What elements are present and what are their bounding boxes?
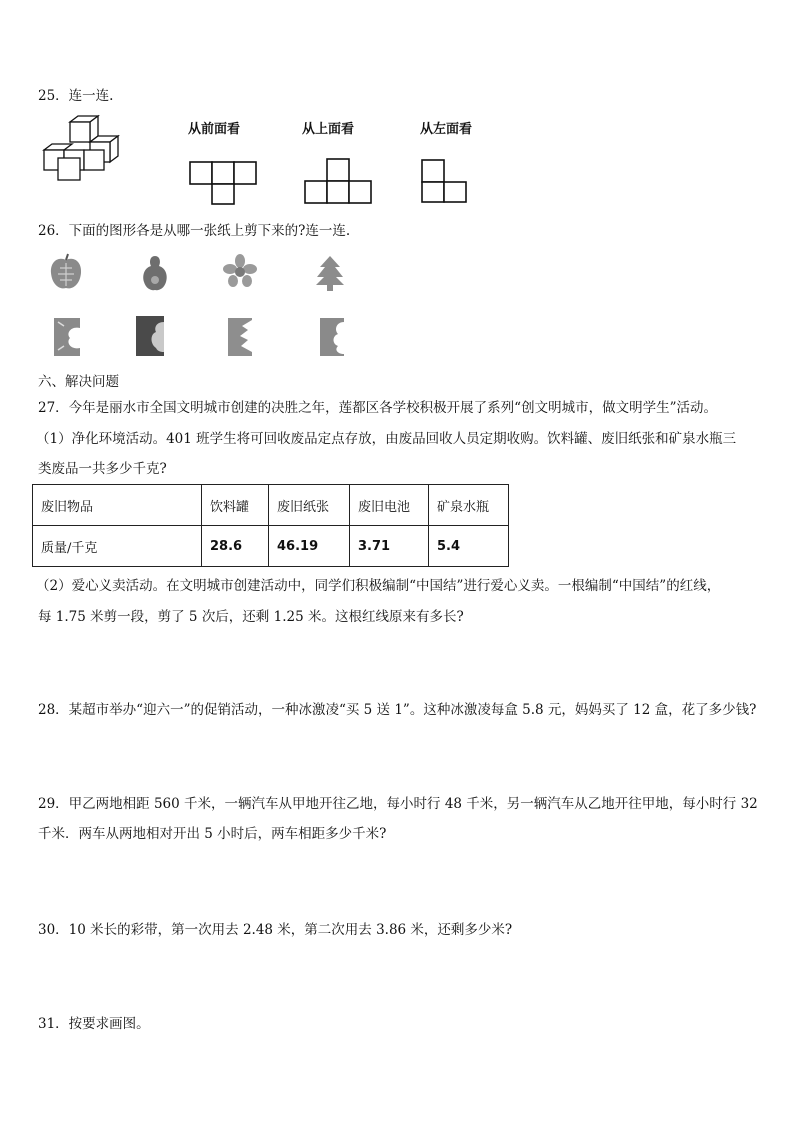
q26-title: 26．下面的图形各是从哪一张纸上剪下来的?连一连.: [38, 223, 351, 239]
table-row: [33, 526, 509, 567]
q29-line2: 千米．两车从两地相对开出 5 小时后，两车相距多少千米?: [38, 826, 387, 842]
q28-title: 28．某超市举办“迎六一”的促销活动，一种冰激凌“买 5 送 1”。这种冰激凌每盒 5.8 元，妈妈买了 12 盒，花了多少钱?: [38, 702, 757, 718]
table-row-label: 质量/千克: [33, 526, 202, 567]
table-cell: 3.71: [350, 526, 429, 567]
tree-icon: [314, 254, 346, 292]
gourd-icon: [140, 254, 170, 292]
table-header-cell: 饮料罐: [202, 485, 269, 526]
table-header-cell: 矿泉水瓶: [429, 485, 509, 526]
section6-title: 六、解决问题: [38, 374, 119, 390]
view-label-front: 从前面看: [188, 122, 241, 137]
table-header-cell: 废旧物品: [33, 485, 202, 526]
table-header-cell: 废旧电池: [350, 485, 429, 526]
left-view-figure: [420, 158, 472, 204]
q27-part1-line2: 类废品一共多少千克?: [38, 461, 167, 477]
folded-paper-3-icon: [226, 316, 256, 358]
table-cell: 28.6: [202, 526, 269, 567]
table-header-cell: 废旧纸张: [269, 485, 350, 526]
q25-title: 25．连一连.: [38, 88, 114, 104]
table-cell: 5.4: [429, 526, 509, 567]
cube-stack-figure: [42, 114, 132, 186]
table-cell: 46.19: [269, 526, 350, 567]
q27-part2-line1: （2）爱心义卖活动。在文明城市创建活动中，同学们积极编制“中国结”进行爱心义卖。一根编制“中国结”的红线，: [36, 578, 721, 594]
apple-icon: [48, 254, 84, 292]
q27-part2-line2: 每 1.75 米剪一段，剪了 5 次后，还剩 1.25 米。这根红线原来有多长?: [38, 609, 464, 625]
folded-paper-1-icon: [52, 316, 84, 358]
folded-paper-4-icon: [318, 316, 348, 358]
view-label-left: 从左面看: [420, 122, 473, 137]
recycling-table: [32, 484, 509, 567]
table-header-row: [33, 485, 509, 526]
flower-icon: [222, 254, 258, 288]
top-view-figure: [303, 157, 375, 205]
q30-title: 30．10 米长的彩带，第一次用去 2.48 米，第二次用去 3.86 米，还剩多少米?: [38, 922, 513, 938]
q27-title: 27．今年是丽水市全国文明城市创建的决胜之年，莲都区各学校积极开展了系列“创文明城市，做文明学生”活动。: [38, 400, 717, 416]
q27-part1-line1: （1）净化环境活动。401 班学生将可回收废品定点存放，由废品回收人员定期收购。饮料罐、废旧纸张和矿泉水瓶三: [36, 431, 737, 447]
q29-line1: 29．甲乙两地相距 560 千米，一辆汽车从甲地开往乙地，每小时行 48 千米，另一辆汽车从乙地开往甲地，每小时行 32: [38, 796, 758, 812]
folded-paper-2-icon: [134, 314, 168, 358]
view-label-top: 从上面看: [302, 122, 355, 137]
q31-title: 31．按要求画图。: [38, 1016, 150, 1032]
front-view-figure: [188, 160, 258, 205]
